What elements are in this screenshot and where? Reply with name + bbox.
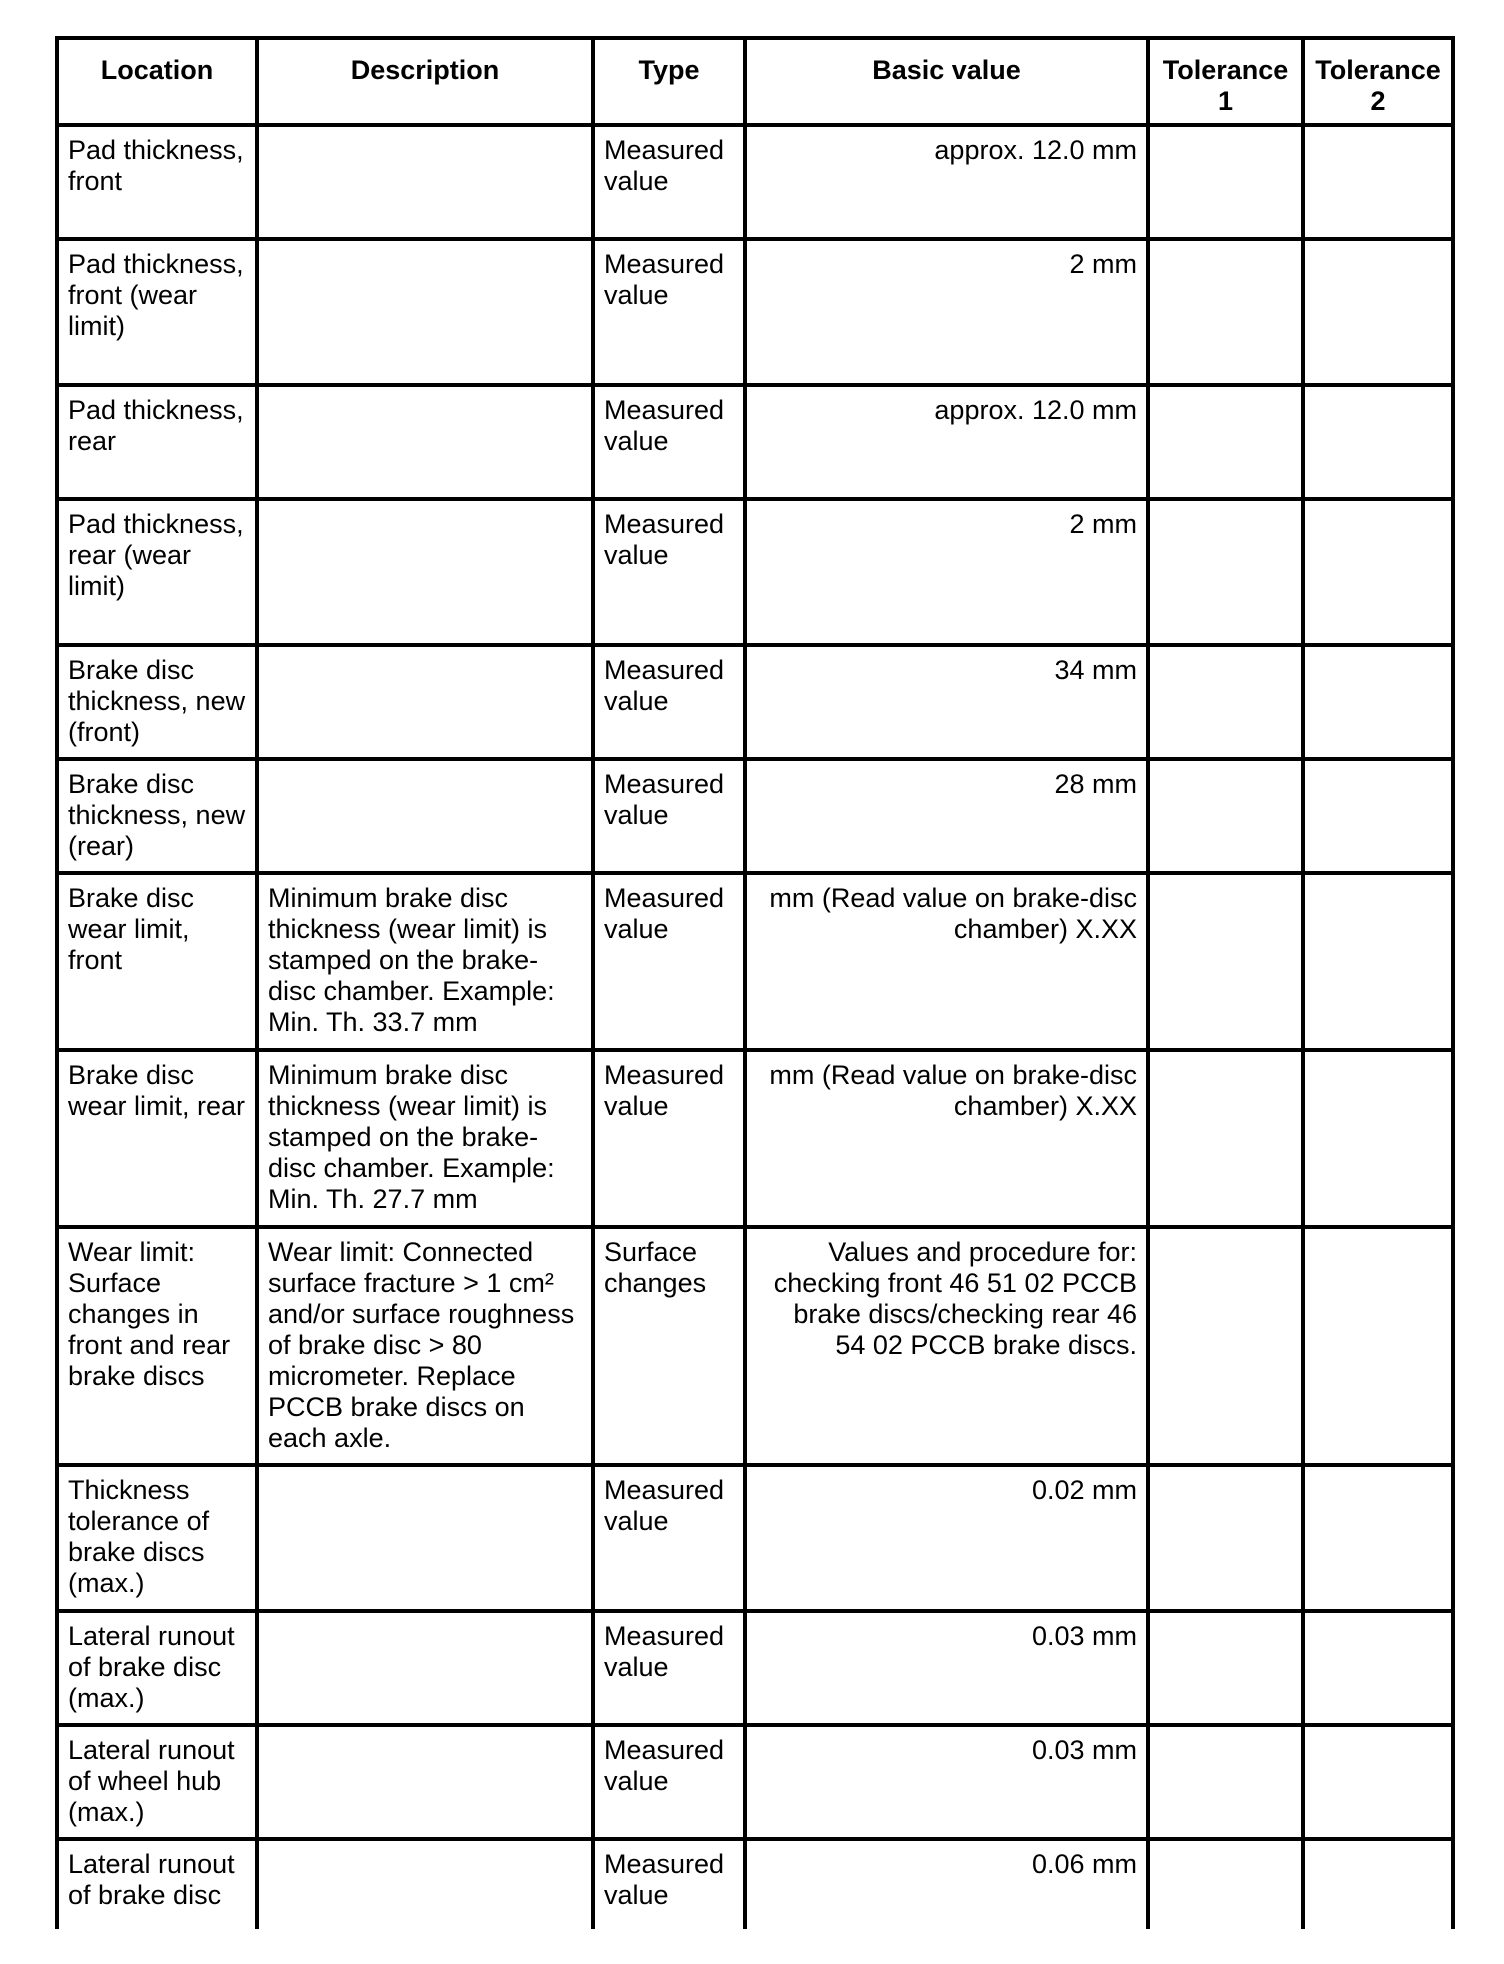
header-description: Description [257,38,593,125]
cell-description [257,759,593,873]
cell-tolerance-2 [1303,873,1453,1050]
cell-tolerance-2 [1303,1725,1453,1839]
cell-tolerance-2 [1303,1611,1453,1725]
cell-basic-value: 2 mm [745,499,1148,645]
header-row [57,38,1453,125]
cell-description: Minimum brake disc thickness (wear limit) is stamped on the brake-disc chamber. Example: Min. Th. 33.7 mm [257,873,593,1050]
cell-type: Measured value [593,1725,745,1839]
cell-basic-value: 0.03 mm [745,1611,1148,1725]
cell-tolerance-1 [1148,645,1303,759]
cell-tolerance-1 [1148,1611,1303,1725]
header-type: Type [593,38,745,125]
cell-description: Wear limit: Connected surface fracture > 1 cm² and/or surface roughness of brake disc > 80 micrometer. Replace PCCB brake discs on each axle. [257,1227,593,1465]
cell-type: Measured value [593,1839,745,1929]
cell-location: Thickness tolerance of brake discs (max.) [57,1465,257,1611]
cell-tolerance-1 [1148,385,1303,499]
cell-location: Wear limit: Surface changes in front and rear brake discs [57,1227,257,1465]
cell-location: Pad thickness, front [57,125,257,239]
cell-tolerance-1 [1148,1050,1303,1227]
cell-tolerance-2 [1303,239,1453,385]
cell-type: Measured value [593,645,745,759]
table-row [57,1050,1453,1227]
cell-location: Pad thickness, rear (wear limit) [57,499,257,645]
cell-basic-value: mm (Read value on brake-disc chamber) X.XX [745,873,1148,1050]
cell-basic-value: 0.06 mm [745,1839,1148,1929]
table-row [57,1465,1453,1611]
cell-tolerance-2 [1303,1839,1453,1929]
cell-tolerance-1 [1148,125,1303,239]
table-row [57,499,1453,645]
cell-tolerance-1 [1148,1839,1303,1929]
cell-description [257,499,593,645]
cell-location: Lateral runout of brake disc (max.) [57,1611,257,1725]
cell-location: Brake disc thickness, new (front) [57,645,257,759]
cell-location: Brake disc thickness, new (rear) [57,759,257,873]
cell-basic-value: Values and procedure for: checking front 46 51 02 PCCB brake discs/checking rear 46 54 02 PCCB brake discs. [745,1227,1148,1465]
header-location: Location [57,38,257,125]
cell-type: Measured value [593,239,745,385]
cell-basic-value: approx. 12.0 mm [745,125,1148,239]
cell-description: Minimum brake disc thickness (wear limit) is stamped on the brake-disc chamber. Example: Min. Th. 27.7 mm [257,1050,593,1227]
cell-location: Brake disc wear limit, front [57,873,257,1050]
cell-location: Pad thickness, rear [57,385,257,499]
cell-basic-value: 28 mm [745,759,1148,873]
table-row [57,645,1453,759]
table-row [57,1611,1453,1725]
cell-type: Measured value [593,1465,745,1611]
table-row [57,1227,1453,1465]
table-row [57,873,1453,1050]
cell-type: Measured value [593,759,745,873]
cell-type: Measured value [593,385,745,499]
cell-tolerance-2 [1303,385,1453,499]
cell-basic-value: 2 mm [745,239,1148,385]
cell-location: Pad thickness, front (wear limit) [57,239,257,385]
cell-tolerance-1 [1148,1725,1303,1839]
header-tolerance-1: Tolerance 1 [1148,38,1303,125]
cell-tolerance-2 [1303,759,1453,873]
table-row [57,385,1453,499]
cell-location: Brake disc wear limit, rear [57,1050,257,1227]
cell-basic-value: 0.02 mm [745,1465,1148,1611]
cell-location: Lateral runout of wheel hub (max.) [57,1725,257,1839]
cell-basic-value: 0.03 mm [745,1725,1148,1839]
cell-description [257,1611,593,1725]
cell-tolerance-2 [1303,1465,1453,1611]
cell-type: Measured value [593,499,745,645]
cell-description [257,125,593,239]
cell-tolerance-1 [1148,239,1303,385]
cell-basic-value: approx. 12.0 mm [745,385,1148,499]
cell-tolerance-1 [1148,759,1303,873]
table-row [57,1839,1453,1929]
cell-type: Measured value [593,125,745,239]
cell-description [257,645,593,759]
table-row [57,239,1453,385]
table-row [57,1725,1453,1839]
cell-description [257,1839,593,1929]
cell-tolerance-2 [1303,1050,1453,1227]
cell-description [257,385,593,499]
cell-type: Surface changes [593,1227,745,1465]
cell-type: Measured value [593,1050,745,1227]
header-tolerance-2: Tolerance 2 [1303,38,1453,125]
cell-basic-value: mm (Read value on brake-disc chamber) X.XX [745,1050,1148,1227]
cell-description [257,239,593,385]
cell-location: Lateral runout of brake disc [57,1839,257,1929]
cell-tolerance-2 [1303,645,1453,759]
cell-type: Measured value [593,873,745,1050]
cell-tolerance-1 [1148,1465,1303,1611]
table-body [57,125,1453,1929]
cell-tolerance-2 [1303,499,1453,645]
cell-basic-value: 34 mm [745,645,1148,759]
cell-tolerance-2 [1303,125,1453,239]
header-basic-value: Basic value [745,38,1148,125]
cell-tolerance-1 [1148,499,1303,645]
table-row [57,759,1453,873]
cell-tolerance-1 [1148,873,1303,1050]
table-row [57,125,1453,239]
cell-description [257,1725,593,1839]
specification-table [55,36,1455,1929]
cell-type: Measured value [593,1611,745,1725]
cell-tolerance-1 [1148,1227,1303,1465]
cell-description [257,1465,593,1611]
cell-tolerance-2 [1303,1227,1453,1465]
